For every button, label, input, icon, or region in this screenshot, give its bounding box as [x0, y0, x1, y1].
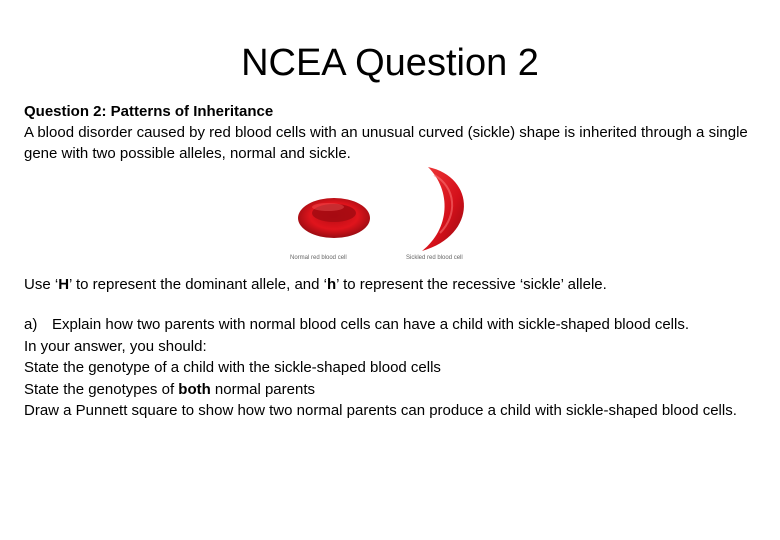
blood-cell-figure: [288, 163, 478, 267]
recessive-allele-symbol: h: [326, 276, 337, 293]
slide-title: NCEA Question 2: [241, 42, 539, 84]
part-a-point-1: State the genotype of a child with the sickle-shaped blood cells: [24, 359, 441, 376]
part-a-question: a) Explain how two parents with normal blood cells can have a child with sickle-shaped blood cells.: [24, 314, 764, 336]
sickled-red-blood-cell: [422, 167, 464, 251]
question-intro: [24, 101, 764, 164]
normal-cell-caption: Normal red blood cell: [290, 255, 347, 261]
sickle-cell-caption: Sickled red blood cell: [406, 255, 463, 261]
dominant-allele-symbol: H: [58, 276, 70, 293]
question-heading: Question 2: Patterns of Inheritance: [24, 103, 274, 120]
part-a-instruction: In your answer, you should:: [24, 337, 207, 355]
part-a: [24, 314, 764, 422]
blood-cell-illustration: [288, 163, 478, 267]
intro-text: A blood disorder caused by red blood cells with an unusual curved (sickle) shape is inherited through a single gene with two possible alleles, normal and sickle.: [24, 124, 748, 162]
allele-instruction: Use ‘H’ to represent the dominant allele, and ‘h’ to represent the recessive ‘sickle’ allele.: [24, 276, 607, 293]
part-a-point-2: State the genotypes of both normal parents: [24, 380, 315, 398]
part-a-label: a): [24, 316, 38, 333]
normal-red-blood-cell: [298, 198, 370, 238]
part-a-point-3: Draw a Punnett square to show how two normal parents can produce a child with sickle-shaped blood cells.: [24, 402, 737, 419]
